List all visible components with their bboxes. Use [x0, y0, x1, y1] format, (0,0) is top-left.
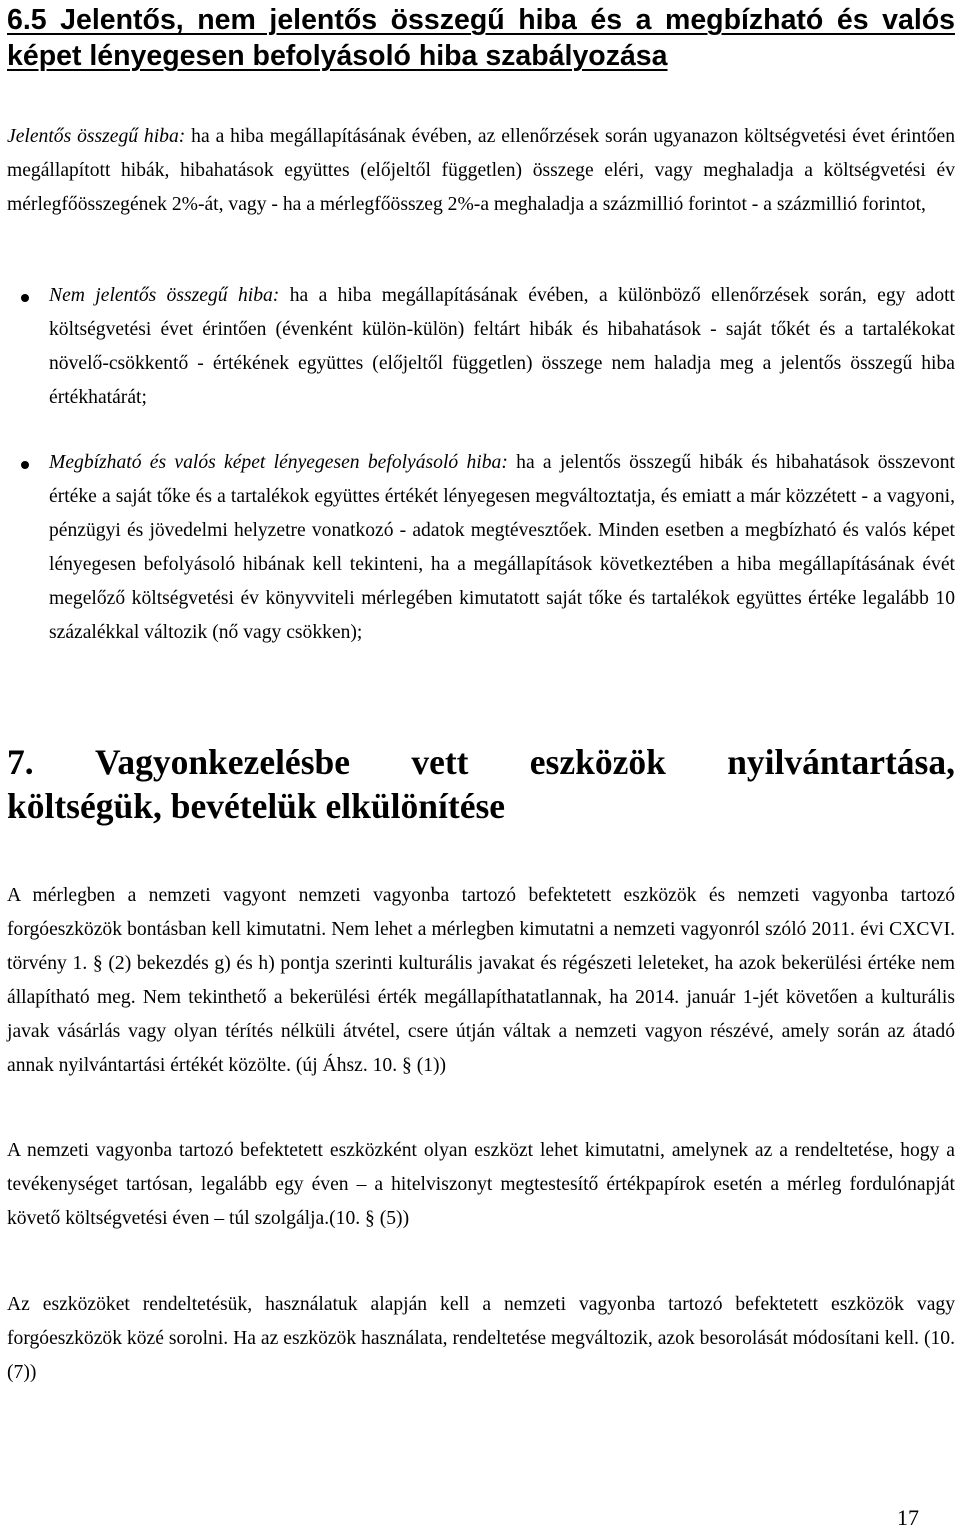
section-7-paragraph-1: A mérlegben a nemzeti vagyont nemzeti vagyonba tartozó befektetett eszközök és nemzeti vagyonba tartozó forgóeszközök bontásban kell kimutatni. Nem lehet a mérlegben kimutatni a nemzeti vagyonról szóló 2011. évi CXCVI. törvény 1. § (2) bekezdés g) és h) pontja szerinti kulturális javakat és régészeti leleteket, ha azok bekerülési értéke nem állapítható meg. Nem tekinthető a bekerülési érték megállapíthatatlannak, ha 2014. január 1-jét követően a kulturális javak vásárlás vagy olyan térítés nélküli átvétel, csere útján váltak a nemzeti vagyon részévé, amely során az átadó annak nyilvántartási értékét közölte. (új Áhsz. 10. § (1)) — [7, 885, 955, 1076]
bullet-term-2: Megbízható és valós képet lényegesen befolyásoló hiba: — [49, 452, 508, 473]
bullet-body-2: ha a jelentős összegű hibák és hibahatások összevont értéke a saját tőke és a tartalékok együttes értékét lényegesen megváltoztatja, és emiatt a már közzétett - a vagyoni, pénzügyi és jövedelmi helyzetre vonatkozó - adatok megtévesztőek. Minden esetben a megbízható és valós képet lényegesen befolyásoló hibának kell tekinteni, ha a megállapítások következtében a hiba megállapításának évét megelőző költségvetési év könyvviteli mérlegében kimutatott saját tőke és tartalékok együttes értéke legalább 10 százalékkal változik (nő vagy csökken); — [49, 452, 955, 643]
section-7-heading-line2: költségük, bevételük elkülönítése — [7, 786, 506, 826]
intro-paragraph — [7, 120, 955, 222]
bullet-icon — [21, 294, 29, 302]
heading-word: 7. — [7, 742, 34, 782]
section-7-heading — [7, 740, 955, 828]
bullet-text-2 — [49, 446, 955, 650]
heading-word: vett — [411, 742, 469, 782]
heading-word: nyilvántartása, — [727, 742, 955, 782]
bullet-body-1: ha a hiba megállapításának évében, a különböző ellenőrzések során, egy adott költségvetési évet érintően (évenként külön-külön) feltárt hibák és hibahatások - saját tőkét és a tartalékokat növelő-csökkentő - értékének együttes (előjeltől független) összege nem haladja meg a jelentős összegű hiba értékhatárát; — [49, 285, 955, 408]
bullet-icon — [21, 461, 29, 469]
heading-word: eszközök — [529, 742, 666, 782]
section-6-5-heading: 6.5 Jelentős, nem jelentős összegű hiba és a megbízható és valós képet lényegesen befolyásoló hiba szabályozása — [7, 4, 955, 72]
section-7-paragraph-2: A nemzeti vagyonba tartozó befektetett eszközként olyan eszközt lehet kimutatni, amelynek az a rendeltetése, hogy a tevékenységet tartósan, legalább egy éven – a hitelviszonyt megtestesítő értékpapírok esetén a mérleg fordulónapját követő költségvetési éven – túl szolgálja.(10. § (5)) — [7, 1140, 955, 1229]
bullet-text-1 — [49, 279, 955, 415]
bullet-term-1: Nem jelentős összegű hiba: — [49, 285, 280, 306]
intro-text: ha a hiba megállapításának évében, az ellenőrzések során ugyanazon költségvetési évet érintően megállapított hibák, hibahatások együttes (előjeltől független) összege eléri, vagy meghaladja a költségvetési év mérlegfőösszegének 2%-át, vagy - ha a mérlegfőösszeg 2%-a meghaladja a százmillió forintot - a százmillió forintot, — [7, 126, 955, 215]
page-number: 17 — [897, 1505, 919, 1530]
section-7-paragraph-3: Az eszközöket rendeltetésük, használatuk alapján kell a nemzeti vagyonba tartozó befektetett eszközök vagy forgóeszközök közé sorolni. Ha az eszközök használata, rendeltetése megváltozik, azok besorolását módosítani kell. (10. (7)) — [7, 1294, 955, 1383]
heading-word: Vagyonkezelésbe — [94, 742, 351, 782]
section-7-heading-line1 — [7, 740, 955, 784]
intro-term: Jelentős összegű hiba: — [7, 126, 186, 147]
